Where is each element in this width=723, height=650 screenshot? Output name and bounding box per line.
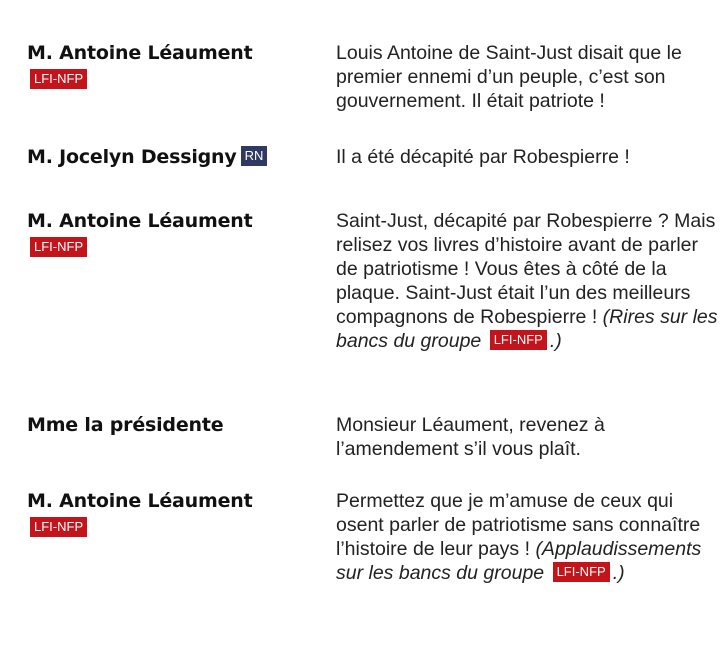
speech-text [336, 489, 720, 585]
speaker-name-label[interactable]: M. Jocelyn Dessigny [27, 146, 237, 168]
speech-body: Permettez que je m’amuse de ceux qui osent parler de patriotisme sans connaître l’histoire de leur pays ! [336, 490, 701, 560]
speech-text: Monsieur Léaument, revenez à l’amendement s’il vous plaît. [336, 414, 605, 460]
stage-direction-text: (Rires sur les bancs du groupe [336, 306, 718, 352]
speech-body: Saint-Just, décapité par Robespierre ? Mais relisez vos livres d’histoire avant de parler de patriotisme ! Vous êtes à côté de la plaque. Saint-Just était l’un des meilleurs compagnons de Robespierre ! [336, 210, 716, 328]
stage-direction-text: (Applaudissements sur les bancs du groupe [336, 538, 702, 584]
speaker-name[interactable]: M. Antoine Léaument [27, 42, 253, 64]
speaker-block [27, 41, 327, 89]
speaker-block [27, 489, 327, 537]
speaker-block [27, 145, 327, 169]
speaker-block [27, 413, 327, 437]
group-badge: LFI-NFP [553, 562, 610, 582]
speech-text [336, 209, 720, 353]
group-badge: RN [241, 146, 268, 166]
stage-direction-end: .) [612, 562, 625, 584]
speaker-name[interactable]: M. Antoine Léaument [27, 490, 253, 512]
group-badge: LFI-NFP [30, 237, 87, 257]
speaker-name[interactable]: M. Antoine Léaument [27, 210, 253, 232]
speaker-block [27, 209, 327, 257]
stage-direction-end: .) [549, 330, 562, 352]
group-badge: LFI-NFP [30, 517, 87, 537]
group-badge: LFI-NFP [490, 330, 547, 350]
speaker-name: Mme la présidente [27, 414, 224, 436]
speech-text: Louis Antoine de Saint-Just disait que le premier ennemi d’un peuple, c’est son gouvernement. Il était patriote ! [336, 42, 682, 112]
group-badge: LFI-NFP [30, 69, 87, 89]
speech-text: Il a été décapité par Robespierre ! [336, 146, 630, 168]
speaker-name [27, 145, 327, 169]
